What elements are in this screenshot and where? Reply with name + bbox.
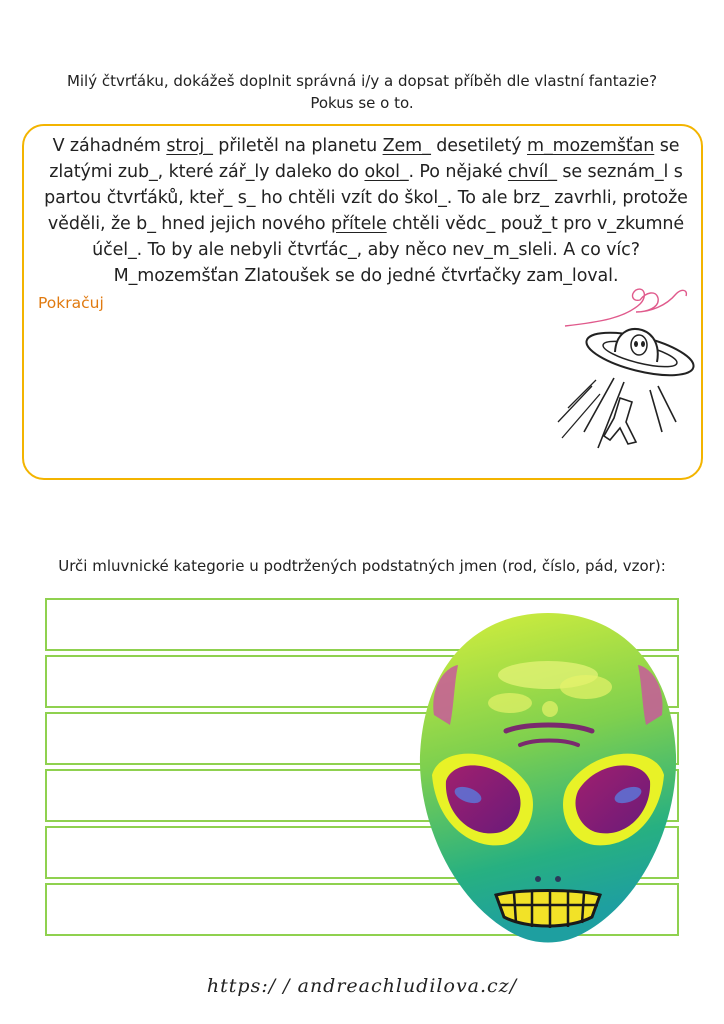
- story-part: . Po nějaké: [408, 162, 508, 182]
- story-part: přiletěl na planetu: [212, 136, 383, 156]
- ufo-doodle-icon: [540, 282, 700, 462]
- underlined-noun: chvíl_: [507, 162, 557, 182]
- underlined-noun: přítele: [330, 214, 387, 234]
- continue-label: Pokračuj: [38, 294, 104, 312]
- story-part: se zlatými zub_, které zář_ly daleko do: [49, 136, 680, 182]
- story-part: chtěli vědc_ použ_t pro v_zkumné účel_. To by ale nebyli čtvrťác_, aby něco nev_m_sleli. A co víc? M_mozemšťan Zlatoušek se do jedné čtvrťačky zam_loval.: [92, 214, 685, 286]
- story-part: se seznám_l s partou čtvrťáků, kteř_ s_ ho chtěli vzít do škol_. To ale brz_ zavrhli, protože věděli, že b_ hned jejich nového: [44, 162, 688, 234]
- heart-doodle-icon: [565, 289, 686, 326]
- story-text: [32, 133, 700, 289]
- story-part: V záhadném: [52, 136, 167, 156]
- underlined-noun: m_mozemšťan: [527, 136, 655, 156]
- intro-line-1: Milý čtvrťáku, dokážeš doplnit správná i/y a dopsat příběh dle vlastní fantazie?: [66, 72, 658, 90]
- intro-line-2: Pokus se o to.: [310, 94, 414, 112]
- alien-head-illustration: [410, 605, 686, 945]
- task-instruction: Urči mluvnické kategorie u podtržených podstatných jmen (rod, číslo, pád, vzor):: [58, 557, 666, 575]
- underlined-noun: okol_: [364, 162, 409, 182]
- underlined-noun: stroj_: [166, 136, 213, 156]
- underlined-noun: Zem_: [382, 136, 431, 156]
- story-part: desetiletý: [430, 136, 528, 156]
- intro-text: [30, 70, 694, 114]
- footer-link[interactable]: https:/ / andreachludilova.cz/: [206, 975, 518, 997]
